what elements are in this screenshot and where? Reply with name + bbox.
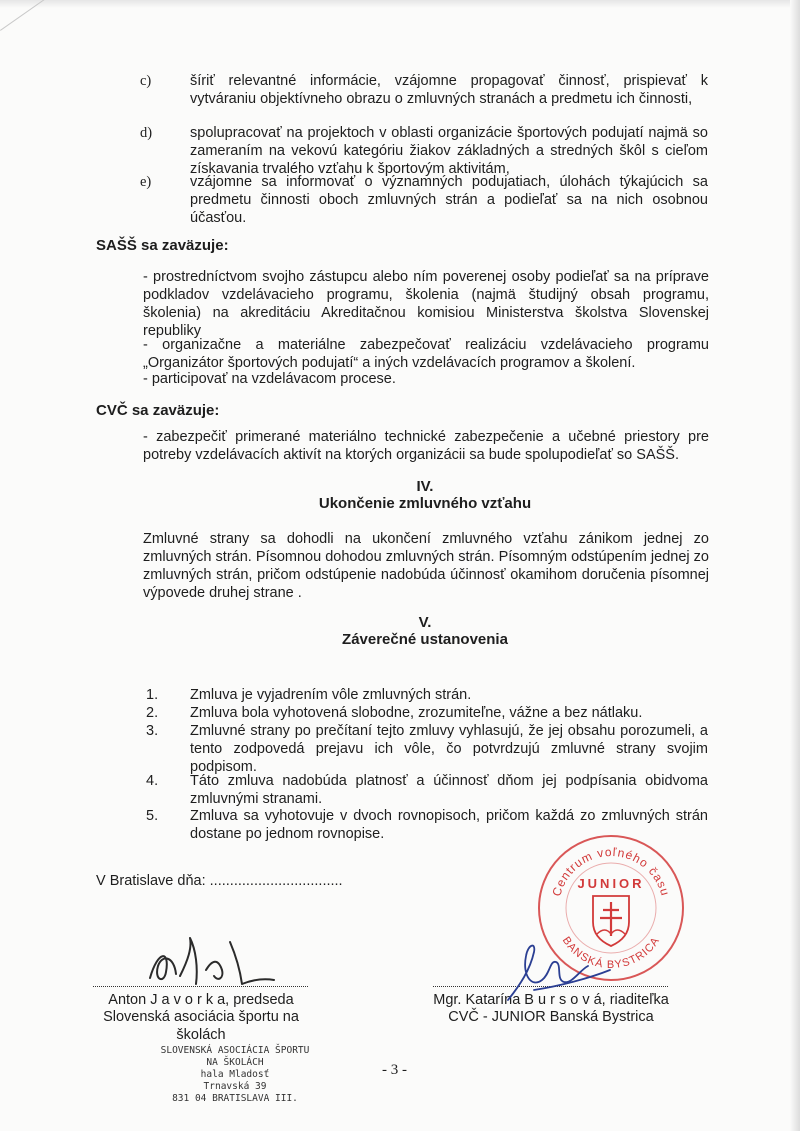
signature-left-image bbox=[140, 930, 280, 990]
signatory-left-name: Anton J a v o r k a, predseda bbox=[108, 992, 294, 1008]
item-text: vzájomne sa informovať o významných podujatiach, úlohách týkajúcich sa predmetu činnosti oboch zmluvných strán a podieľať sa na nich osobnou účasťou. bbox=[190, 174, 708, 226]
signatory-right-org: CVČ - JUNIOR Banská Bystrica bbox=[448, 1009, 654, 1025]
signatory-left-org: Slovenská asociácia športu na školách bbox=[103, 1009, 299, 1043]
page-fold-corner bbox=[0, 0, 84, 80]
sass-paragraph-1: - prostredníctvom svojho zástupcu alebo ním poverenej osoby podieľať sa na príprave podkladov vzdelávacieho programu, školenia (najmä študijný obsah programu, školenia) na akreditáciu Akreditačnou komisiou Ministerstva školstva Slovenskej republiky bbox=[143, 269, 709, 339]
item-text: spolupracovať na projektoch v oblasti organizácie športových podujatí najmä so zameraním na vekovú kategóriu žiakov základných a stredných škôl s cieľom získavania trvalého vzťahu k športovým aktivitám, bbox=[190, 125, 708, 177]
provision-number: 4. bbox=[146, 773, 159, 789]
stamp-line: 831 04 BRATISLAVA III. bbox=[172, 1093, 298, 1104]
signatory-right-name: Mgr. Katarína B u r s o v á, riaditeľka bbox=[433, 992, 669, 1008]
section-5-number: V. bbox=[418, 614, 432, 631]
cvc-heading: CVČ sa zaväzuje: bbox=[96, 402, 220, 419]
sass-heading: SAŠŠ sa zaväzuje: bbox=[96, 237, 229, 254]
stamp-top-text: Centrum voľného času bbox=[549, 844, 673, 898]
provision-text: Táto zmluva nadobúda platnosť a účinnosť dňom jej podpísania obidvoma zmluvnými stranami. bbox=[190, 773, 708, 807]
provision-text: Zmluva bola vyhotovená slobodne, zrozumiteľne, vážne a bez nátlaku. bbox=[190, 705, 643, 721]
stamp-bottom-text: BANSKÁ BYSTRICA bbox=[559, 934, 663, 971]
item-letter: d) bbox=[140, 125, 153, 141]
signing-date-line: V Bratislave dňa: ................................. bbox=[96, 873, 343, 889]
stamp-center-text: JUNIOR bbox=[577, 876, 645, 891]
provision-number: 5. bbox=[146, 808, 159, 824]
sass-paragraph-2: - organizačne a materiálne zabezpečovať realizáciu vzdelávacieho programu „Organizátor športových podujatí“ a iných vzdelávacích programov a školení. bbox=[143, 337, 709, 371]
item-letter: c) bbox=[140, 73, 152, 89]
stamp-line: NA ŠKOLÁCH bbox=[206, 1057, 264, 1068]
signature-right-image bbox=[500, 930, 620, 1010]
signature-line-left bbox=[93, 986, 308, 987]
section-4-text: Zmluvné strany sa dohodli na ukončení zmluvného vzťahu zánikom jednej zo zmluvných strán. Písomnou dohodou zmluvných strán. Písomným odstúpením jednej zo zmluvných strán, pričom odstúpenie nadobúda účinnosť okamihom doručenia písomnej výpovede druhej strane . bbox=[143, 531, 709, 601]
stamp-line: hala Mladosť bbox=[200, 1069, 270, 1080]
item-text: šíriť relevantné informácie, vzájomne propagovať činnosť, prispievať k vytváraniu objektívneho obrazu o zmluvných stranách a predmetu ich činnosti, bbox=[190, 73, 708, 107]
provision-number: 3. bbox=[146, 723, 159, 739]
provision-text: Zmluva je vyjadrením vôle zmluvných strán. bbox=[190, 687, 472, 703]
page-number: - 3 - bbox=[382, 1062, 407, 1078]
sass-paragraph-3: - participovať na vzdelávacom procese. bbox=[143, 371, 396, 387]
section-4-number: IV. bbox=[416, 478, 434, 495]
provision-text: Zmluvné strany po prečítaní tejto zmluvy vyhlasujú, že jej obsahu porozumeli, a tento zodpovedá prejavu ich vôle, čo potvrdzujú zmluvné strany svojim podpisom. bbox=[190, 723, 708, 775]
item-letter: e) bbox=[140, 174, 152, 190]
provision-number: 1. bbox=[146, 687, 159, 703]
stamp-sass-address bbox=[140, 1045, 330, 1105]
section-4-title: Ukončenie zmluvného vzťahu bbox=[318, 495, 532, 512]
bleedthrough-text bbox=[96, 165, 100, 181]
provision-number: 2. bbox=[146, 705, 159, 721]
cvc-paragraph: - zabezpečiť primerané materiálno technické zabezpečenie a učebné priestory pre potreby vzdelávacích aktivít na ktorých organizácii sa bude spolupodieľať so SAŠŠ. bbox=[143, 429, 709, 463]
stamp-line: Trnavská 39 bbox=[203, 1081, 267, 1092]
page-top-shadow bbox=[0, 0, 800, 8]
stamp-line: SLOVENSKÁ ASOCIÁCIA ŠPORTU bbox=[160, 1045, 310, 1056]
page-right-shadow bbox=[790, 0, 800, 1131]
provision-text: Zmluva sa vyhotovuje v dvoch rovnopisoch, pričom každá zo zmluvných strán dostane po jednom rovnopise. bbox=[190, 808, 708, 842]
section-5-title: Záverečné ustanovenia bbox=[342, 631, 508, 648]
